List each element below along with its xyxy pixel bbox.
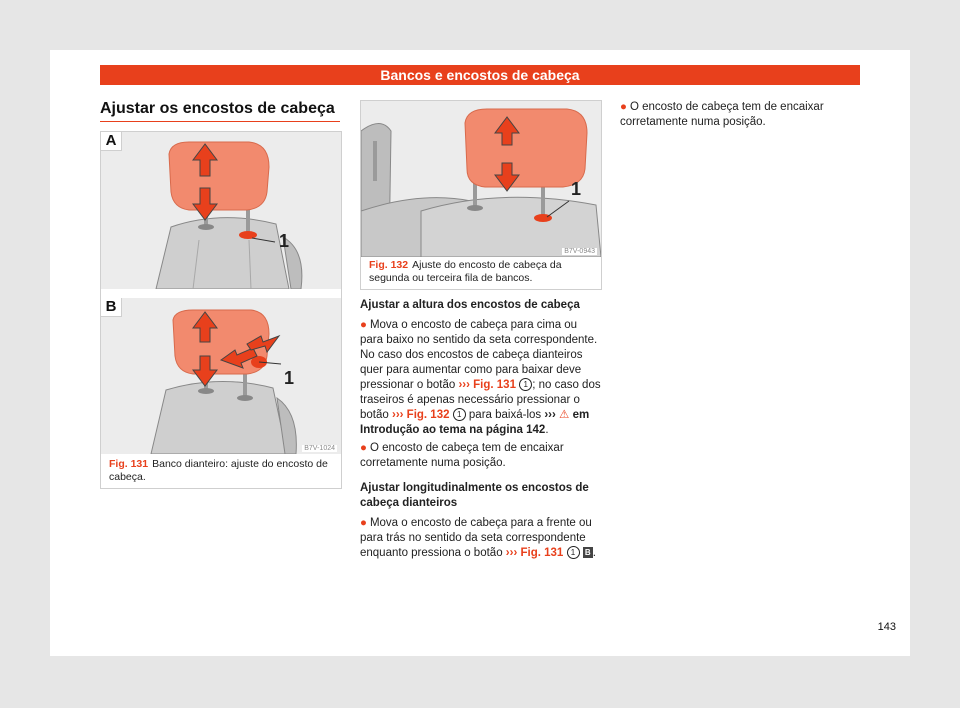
bullet-lock-position — [620, 100, 860, 130]
punctuation: . — [592, 547, 596, 559]
callout-1: 1 — [571, 179, 582, 199]
callout-1: 1 — [284, 368, 295, 388]
subheading-longitudinal: Ajustar longitudinalmente os encostos de cabeça dianteiros — [360, 482, 589, 509]
panel-badge: B — [583, 547, 593, 558]
figure-code: B7V-0943 — [564, 248, 595, 255]
figure-132-image — [361, 101, 601, 257]
figure-code: B7V-1024 — [304, 445, 335, 452]
caption-text: Ajuste do encosto de cabeça da segunda ou terceira fila de bancos. — [369, 259, 562, 284]
rear-headrest-illustration — [361, 101, 601, 257]
heading-rule — [100, 121, 340, 122]
figure-131 — [100, 131, 342, 489]
callout-badge: 1 — [453, 408, 466, 421]
callout-badge: 1 — [567, 546, 580, 559]
bullet-text: Mova o encosto de cabeça para a frente ou para trás no sentido da seta correspondente enquanto pressiona o botão — [360, 517, 592, 559]
callout-1: 1 — [279, 231, 290, 251]
figure-131-caption — [109, 458, 335, 484]
panel-b-label: B — [101, 298, 122, 317]
bullet-longitudinal-adjust — [360, 516, 603, 561]
section-banner: Bancos e encostos de cabeça — [100, 65, 860, 85]
figure-link[interactable]: ››› Fig. 131 — [458, 379, 516, 391]
front-headrest-height-illustration — [101, 132, 341, 289]
subheading-height: Ajustar a altura dos encostos de cabeça — [360, 299, 580, 311]
bullet-lock-position — [360, 441, 603, 471]
figure-link[interactable]: ››› Fig. 131 — [505, 547, 564, 559]
panel-a-label: A — [101, 132, 122, 151]
bullet-text: para baixá-los — [468, 409, 542, 421]
punctuation: . — [545, 424, 549, 436]
caption-text: Banco dianteiro: ajuste do encosto de cabeça. — [109, 458, 328, 483]
front-headrest-longitudinal-illustration — [101, 298, 341, 454]
warning-link[interactable]: em Introdução ao tema na página 142 — [360, 409, 590, 436]
figure-131-panel-b — [101, 298, 341, 454]
figure-131-panel-a — [101, 132, 341, 289]
figure-132 — [360, 100, 602, 290]
section-heading: Ajustar os encostos de cabeça — [100, 100, 335, 117]
bullet-icon: ● — [360, 442, 367, 454]
warning-icon: ⚠ — [559, 409, 570, 421]
callout-badge: 1 — [519, 378, 532, 391]
bullet-icon: ● — [360, 319, 367, 331]
right-text — [620, 100, 860, 130]
bullet-height-adjust — [360, 318, 603, 438]
bullet-icon: ● — [620, 101, 627, 113]
bullet-text: ; no caso dos traseiros é apenas necessário pressionar o botão — [360, 379, 601, 421]
middle-text — [360, 298, 603, 561]
figure-132-caption — [369, 259, 595, 285]
bullet-text: O encosto de cabeça tem de encaixar corretamente numa posição. — [620, 101, 824, 128]
figure-link[interactable]: ››› Fig. 132 — [391, 409, 450, 421]
bullet-icon: ● — [360, 517, 367, 529]
figure-number: Fig. 132 — [369, 259, 409, 271]
arrows: ››› — [544, 409, 556, 421]
bullet-text: Mova o encosto de cabeça para cima ou para baixo no sentido da seta correspondente. No caso dos encostos de cabeça dianteiros quer para aumentar como para baixar deve pressionar o botão — [360, 319, 598, 391]
page-number: 143 — [877, 621, 896, 633]
figure-number: Fig. 131 — [109, 458, 149, 470]
bullet-text: O encosto de cabeça tem de encaixar corretamente numa posição. — [360, 442, 564, 469]
